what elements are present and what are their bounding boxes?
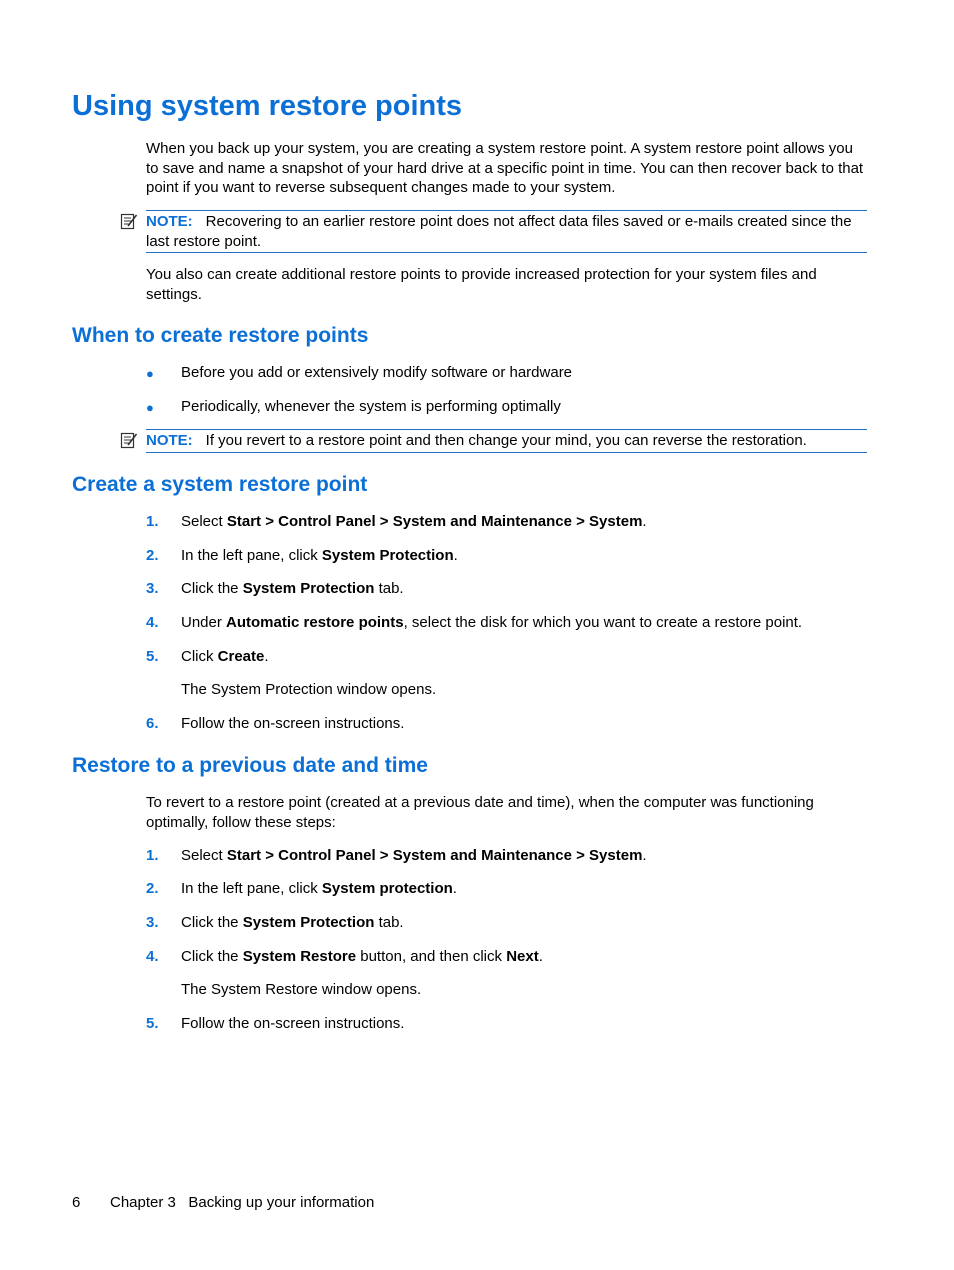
additional-paragraph: You also can create additional restore points to provide increased protection for your system files and settings. — [146, 266, 817, 303]
step-number: 5. — [146, 1015, 159, 1032]
step-text: In the left pane, click System protection. — [181, 880, 457, 897]
note-icon — [120, 431, 138, 449]
step-text: Click the System Protection tab. — [181, 914, 404, 931]
step-number: 4. — [146, 948, 159, 965]
list-item-text: Before you add or extensively modify software or hardware — [181, 364, 573, 381]
note-text: Recovering to an earlier restore point does not affect data files saved or e-mails created since the last restore point. — [146, 213, 852, 250]
step-number: 1. — [146, 847, 159, 864]
note-icon — [120, 212, 138, 230]
note-box — [146, 210, 867, 253]
footer-chapter: Chapter 3 Backing up your information — [110, 1194, 375, 1211]
step-number: 3. — [146, 914, 159, 931]
bullet-icon: ● — [146, 366, 154, 381]
step-number: 5. — [146, 648, 159, 665]
step-text: Under Automatic restore points, select the disk for which you want to create a restore point. — [181, 614, 803, 631]
step-number: 2. — [146, 547, 159, 564]
step-number: 2. — [146, 880, 159, 897]
step-text: Click the System Protection tab. — [181, 580, 404, 597]
step-number: 3. — [146, 580, 159, 597]
step-result-text: The System Protection window opens. — [181, 681, 437, 698]
step-result-text: The System Restore window opens. — [181, 981, 422, 998]
step-text: Select Start > Control Panel > System and Maintenance > System. — [181, 847, 647, 864]
bullet-icon: ● — [146, 400, 154, 415]
section-heading-when: When to create restore points — [72, 324, 369, 347]
step-number: 1. — [146, 513, 159, 530]
section-heading-create: Create a system restore point — [72, 473, 368, 496]
note-box — [146, 429, 867, 453]
note-label: NOTE: — [146, 213, 193, 230]
step-text: Click Create. — [181, 648, 269, 665]
list-item-text: Periodically, whenever the system is performing optimally — [181, 398, 561, 415]
page-title: Using system restore points — [72, 90, 462, 122]
intro-paragraph: When you back up your system, you are creating a system restore point. A system restore point allows you to save and name a snapshot of your hard drive at a specific point in time. You can then recover back to that point if you want to reverse subsequent changes made to your system. — [146, 140, 864, 196]
restore-intro-paragraph: To revert to a restore point (created at a previous date and time), when the computer was functioning optimally, follow these steps: — [146, 794, 814, 831]
section-heading-restore: Restore to a previous date and time — [72, 754, 428, 777]
step-text: Select Start > Control Panel > System and Maintenance > System. — [181, 513, 647, 530]
step-number: 4. — [146, 614, 159, 631]
note-label: NOTE: — [146, 432, 193, 449]
step-text: Click the System Restore button, and then click Next. — [181, 948, 543, 965]
step-text: Follow the on-screen instructions. — [181, 1015, 405, 1032]
step-text: In the left pane, click System Protection. — [181, 547, 458, 564]
note-text: If you revert to a restore point and then change your mind, you can reverse the restoration. — [205, 432, 807, 449]
page-number: 6 — [72, 1194, 81, 1211]
step-text: Follow the on-screen instructions. — [181, 715, 405, 732]
step-number: 6. — [146, 715, 159, 732]
